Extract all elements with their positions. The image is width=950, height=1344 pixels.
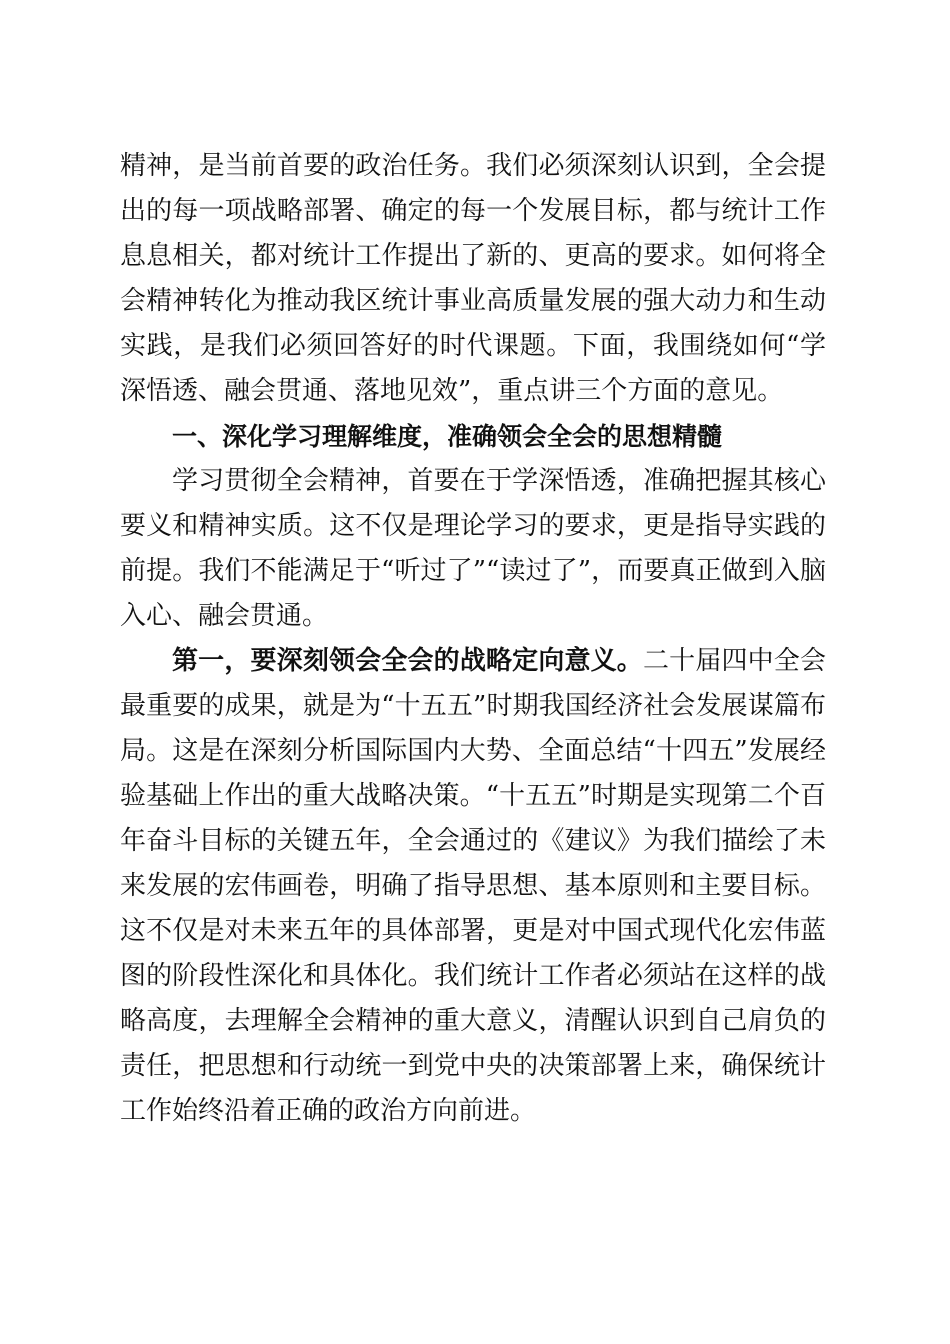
paragraph-intro: 学习贯彻全会精神，首要在于学深悟透，准确把握其核心要义和精神实质。这不仅是理论学习的要求，更是指导实践的前提。我们不能满足于“听过了”“读过了”，而要真正做到入脑入心、融会贯通。 bbox=[120, 466, 826, 631]
document-page bbox=[120, 144, 826, 1134]
section-heading: 一、深化学习理解维度，准确领会全会的思想精髓 bbox=[172, 422, 723, 451]
point-one-lead: 第一，要深刻领会全会的战略定向意义。 bbox=[172, 646, 643, 676]
point-one-body: 二十届四中全会最重要的成果，就是为“十五五”时期我国经济社会发展谋篇布局。这是在深刻分析国际国内大势、全面总结“十四五”发展经验基础上作出的重大战略决策。“十五五”时期是实现第二个百年奋斗目标的关键五年，全会通过的《建议》为我们描绘了未来发展的宏伟画卷，明确了指导思想、基本原则和主要目标。这不仅是对未来五年的具体部署，更是对中国式现代化宏伟蓝图的阶段性深化和具体化。我们统计工作者必须站在这样的战略高度，去理解全会精神的重大意义，清醒认识到自己肩负的责任，把思想和行动统一到党中央的决策部署上来，确保统计工作始终沿着正确的政治方向前进。 bbox=[120, 646, 826, 1126]
paragraph-point-one bbox=[120, 639, 826, 1134]
paragraph-continuation: 精神，是当前首要的政治任务。我们必须深刻认识到，全会提出的每一项战略部署、确定的每一个发展目标，都与统计工作息息相关，都对统计工作提出了新的、更高的要求。如何将全会精神转化为推动我区统计事业高质量发展的强大动力和生动实践，是我们必须回答好的时代课题。下面，我围绕如何“学深悟透、融会贯通、落地见效”，重点讲三个方面的意见。 bbox=[120, 151, 826, 406]
